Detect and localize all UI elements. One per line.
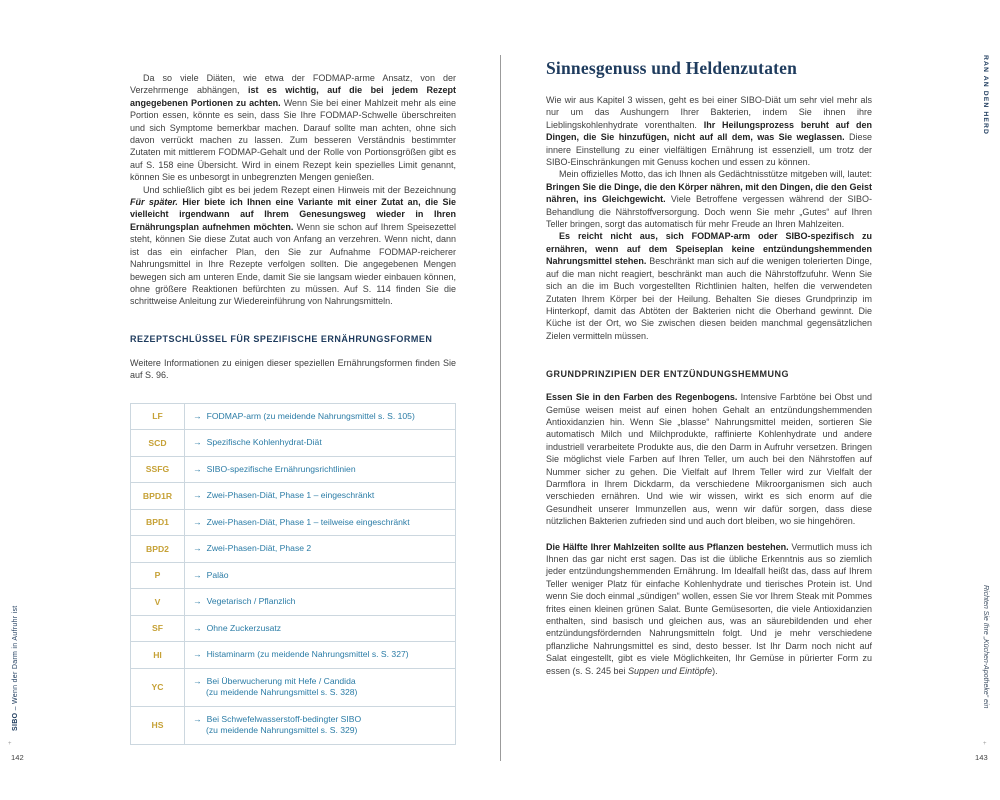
table-row xyxy=(131,589,456,616)
table-row xyxy=(131,483,456,510)
recipe-key-table xyxy=(130,403,456,745)
diet-abbreviation: P xyxy=(131,562,185,589)
diet-description xyxy=(185,668,456,706)
paragraph: Mein offizielles Motto, das ich Ihnen als Gedächtnisstütze mitgeben will, lautet: Bringen Sie die Dinge, die den Körper nähren, mit den Dingen, die den Geist nähren, ins Gleichgewicht. Viele Betroffene vergessen während der SIBO-Behandlung die Nährstoffversorgung. Doch wenn Sie mehr „Gutes“ auf Ihren Teller bringen, sorgt das automatisch für mehr Freude an Ihren Mahlzeiten. xyxy=(546,169,872,230)
table-row xyxy=(131,456,456,483)
diet-abbreviation: BPD2 xyxy=(131,536,185,563)
diet-description xyxy=(185,536,456,563)
diet-description-text: Bei Überwucherung mit Hefe / Candida xyxy=(206,675,356,686)
spine-subtitle: – Wenn der Darm in Aufruhr ist xyxy=(12,605,19,713)
arrow-icon: → xyxy=(193,463,202,474)
diet-abbreviation: SCD xyxy=(131,430,185,457)
arrow-icon: → xyxy=(193,649,202,660)
arrow-icon: → xyxy=(193,569,202,580)
diet-description xyxy=(185,456,456,483)
table-row xyxy=(131,536,456,563)
right-page-column xyxy=(546,58,872,677)
arrow-icon: → xyxy=(193,596,202,607)
diet-description xyxy=(185,483,456,510)
diet-description xyxy=(185,403,456,430)
diet-abbreviation: LF xyxy=(131,403,185,430)
spine-book-title: SIBO xyxy=(12,712,19,731)
table-row xyxy=(131,668,456,706)
diet-abbreviation: V xyxy=(131,589,185,616)
diet-abbreviation: BPD1R xyxy=(131,483,185,510)
diet-abbreviation: YC xyxy=(131,668,185,706)
diet-description-text: Histaminarm (zu meidende Nahrungsmittel s. S. 327) xyxy=(206,649,409,660)
spine-section-title: Richten Sie Ihre „Küchen-Apotheke“ ein xyxy=(982,585,989,709)
page-marker-left: + xyxy=(8,741,12,747)
diet-description-text: Zwei-Phasen-Diät, Phase 1 – eingeschränkt xyxy=(206,490,375,501)
table-row xyxy=(131,509,456,536)
diet-description-text: SIBO-spezifische Ernährungsrichtlinien xyxy=(206,463,356,474)
left-page-column xyxy=(130,72,456,745)
diet-description-text: Zwei-Phasen-Diät, Phase 2 xyxy=(206,543,312,554)
arrow-icon: → xyxy=(193,622,202,633)
diet-abbreviation: HS xyxy=(131,706,185,744)
paragraph: Da so viele Diäten, wie etwa der FODMAP-arme Ansatz, von der Verzehrmenge abhängen, ist es wichtig, auf die bei jedem Rezept angegebenen Portionen zu achten. Wenn Sie bei einer Mahlzeit mehr als eine Portion essen, könnte es sein, dass Sie Ihre FODMAP-Schwelle überschreiten und sich Symptome bemerkbar machen. Darauf sollte man achten, ohne sich davon verrückt machen zu lassen. Zum besseren Verständnis bestimmter Zutaten mit mittlerem FODMAP-Gehalt und der Rolle von Portionsgrößen gibt es auf S. 158 eine Übersicht. Wird in einem Rezept kein spezielles Limit genannt, können Sie es unbesorgt in unbegrenzten Mengen genießen. xyxy=(130,73,456,183)
diet-abbreviation: SSFG xyxy=(131,456,185,483)
arrow-icon: → xyxy=(193,543,202,554)
diet-description xyxy=(185,615,456,642)
paragraph: Essen Sie in den Farben des Regenbogens. Intensive Farbtöne bei Obst und Gemüse weisen meist auf einen hohen Gehalt an entzündungshemmenden Antioxidanzien hin. Wenn Sie „blasse“ Nahrungsmittel meiden, sortieren Sie automatisch Milch und Milchprodukte, raffinierte Kohlenhydrate und andere industriell verarbeitete Produkte aus, die den Darm in Aufruhr versetzen. Bringen Sie möglichst viele Farben auf Ihren Teller, um auch bei den Nährstoffen auf Nummer sicher zu gehen. Die Vielfalt auf Ihrem Teller wird zur Vielfalt der Darmflora in Ihrem Dickdarm, da verschiedene Mikroorganismen sich auch verschieden ernähren. Und wie wir wissen, wirkt es sich enorm auf die Gesundheit unserer Immunzellen aus, wenn wir dafür sorgen, dass diese nützlichen Bakterien zufrieden sind und auch dort bleiben, wo sie hingehören. xyxy=(546,392,872,527)
diet-description-line2: (zu meidende Nahrungsmittel s. S. 328) xyxy=(206,687,358,698)
spine-text-left xyxy=(12,605,19,731)
diet-description xyxy=(185,562,456,589)
table-row xyxy=(131,403,456,430)
diet-abbreviation: HI xyxy=(131,642,185,669)
diet-description xyxy=(185,642,456,669)
chapter-heading: Sinnesgenuss und Heldenzutaten xyxy=(546,58,798,78)
paragraph: Wie wir aus Kapitel 3 wissen, geht es bei einer SIBO-Diät um sehr viel mehr als nur um das Aushungern Ihrer Bakterien, indem Sie ihnen ihre Lieblingskohlenhydrate vorenthalten. Ihr Heilungsprozess beruht auf den Dingen, die Sie hinzufügen, nicht auf all dem, was Sie weglassen. Diese innere Einstellung zu einer vielfältigen Ernährung ist essenziell, um trotz der SIBO-Einschränkungen mit Genuss kochen und essen zu können. xyxy=(546,95,872,168)
diet-description xyxy=(185,509,456,536)
diet-description-line2: (zu meidende Nahrungsmittel s. S. 329) xyxy=(206,725,358,736)
diet-description-text: Zwei-Phasen-Diät, Phase 1 – teilweise eingeschränkt xyxy=(206,516,410,527)
table-row xyxy=(131,562,456,589)
table-row xyxy=(131,706,456,744)
diet-abbreviation: SF xyxy=(131,615,185,642)
page-number-right: 143 xyxy=(975,753,988,762)
arrow-icon: → xyxy=(193,713,202,724)
diet-description xyxy=(185,430,456,457)
diet-description xyxy=(185,706,456,744)
table-row xyxy=(131,430,456,457)
arrow-icon: → xyxy=(193,675,202,686)
section-intro: Weitere Informationen zu einigen dieser speziellen Ernährungsformen finden Sie auf S. 96. xyxy=(130,357,456,381)
paragraph: Die Hälfte Ihrer Mahlzeiten sollte aus Pflanzen bestehen. Vermutlich muss ich Ihnen das gar nicht erst sagen. Das ist die übliche Erkenntnis aus so ziemlich jeder entzündungshemmenden Ernährung. Im Idealfall heißt das, dass auf Ihrem Teller weniger Platz für einfache Kohlenhydrate und tierisches Protein ist. Und wenn Sie doch einmal „sündigen“ wollen, essen Sie vor Ihrem Steak mit Pommes frites einen kleinen grünen Salat. Bunte Gemüsesorten, die viele Antioxidanzien enthalten, sind basisch und gleichen aus, was an säurebildenden und eher entzündungsfördernden Nahrungsmitteln folgt. Und je mehr verschiedene pflanzliche Nahrungsmittel es sind, desto besser. Ist Ihr Darm noch nicht auf Salat eingestellt, gibt es viele Möglichkeiten, Ihr Gemüse in pürierter Form zu essen (s. S. 245 bei Suppen und Eintöpfe). xyxy=(546,541,873,676)
section-heading: REZEPTSCHLÜSSEL FÜR SPEZIFISCHE ERNÄHRUNGSFORMEN xyxy=(130,333,433,344)
diet-description-text: Vegetarisch / Pflanzlich xyxy=(206,596,296,607)
diet-description-text: Spezifische Kohlenhydrat-Diät xyxy=(206,437,322,448)
diet-description xyxy=(185,589,456,616)
arrow-icon: → xyxy=(193,516,202,527)
diet-description-text: Bei Schwefelwasserstoff-bedingter SIBO xyxy=(206,713,362,724)
paragraph: Und schließlich gibt es bei jedem Rezept einen Hinweis mit der Bezeichnung Für später. Hier biete ich Ihnen eine Variante mit einer Zutat an, die Sie vielleicht irgendwann auf Ihrem Genesungsweg wieder in Ihren Ernährungsplan aufnehmen möchten. Wenn sie schon auf Ihrem Speisezettel steht, können Sie diese Zutat auch von Anfang an verzehren. Wenn nicht, dann ist das ein einfacher Plan, den Sie zur Aufnahme FODMAP-reicherer Nahrungsmittel in Ihre Rezepte verfolgen sollten. Die angegebenen Mengen bewegen sich am unteren Ende, damit Sie sie langsam wieder einbauen können, ohne größere Reaktionen befürchten zu müssen. Auf S. 114 finden Sie die schrittweise Anleitung zur Wiedereinführung von Nahrungsmitteln. xyxy=(130,184,456,307)
paragraph: Es reicht nicht aus, sich FODMAP-arm oder SIBO-spezifisch zu ernähren, wenn auf dem Speiseplan keine entzündungshemmenden Nahrungsmittel stehen. Beschränkt man sich auf die wenigen tolerierten Dinge, auf die man nicht reagiert, beschränkt man auch die Nährstoffzufuhr. Wenn Sie sich an die im Buch vorgestellten Richtlinien halten, helfen die verwendeten Zutaten Ihrem Körper bei der Heilung. Behalten Sie dieses Grundprinzip im Hinterkopf, damit das Abtöten der Bakterien nicht die Oberhand gewinnt. Die Küche ist der Ort, wo Sie zwischen diesen beiden manchmal gegensätzlichen Zielen vermitteln müssen. xyxy=(546,231,872,341)
page-divider xyxy=(500,55,501,761)
arrow-icon: → xyxy=(193,490,202,501)
subsection-heading: GRUNDPRINZIPIEN DER ENTZÜNDUNGSHEMMUNG xyxy=(546,369,790,380)
spine-chapter-title: RAN AN DEN HERD xyxy=(982,55,989,136)
diet-abbreviation: BPD1 xyxy=(131,509,185,536)
page-number-left: 142 xyxy=(11,753,24,762)
page-marker-right: + xyxy=(983,741,987,747)
diet-description-text: Paläo xyxy=(206,569,229,580)
table-row xyxy=(131,615,456,642)
arrow-icon: → xyxy=(193,437,202,448)
diet-description-text: FODMAP-arm (zu meidende Nahrungsmittel s. S. 105) xyxy=(206,410,415,421)
table-row xyxy=(131,642,456,669)
diet-description-text: Ohne Zuckerzusatz xyxy=(206,622,282,633)
arrow-icon: → xyxy=(193,410,202,421)
